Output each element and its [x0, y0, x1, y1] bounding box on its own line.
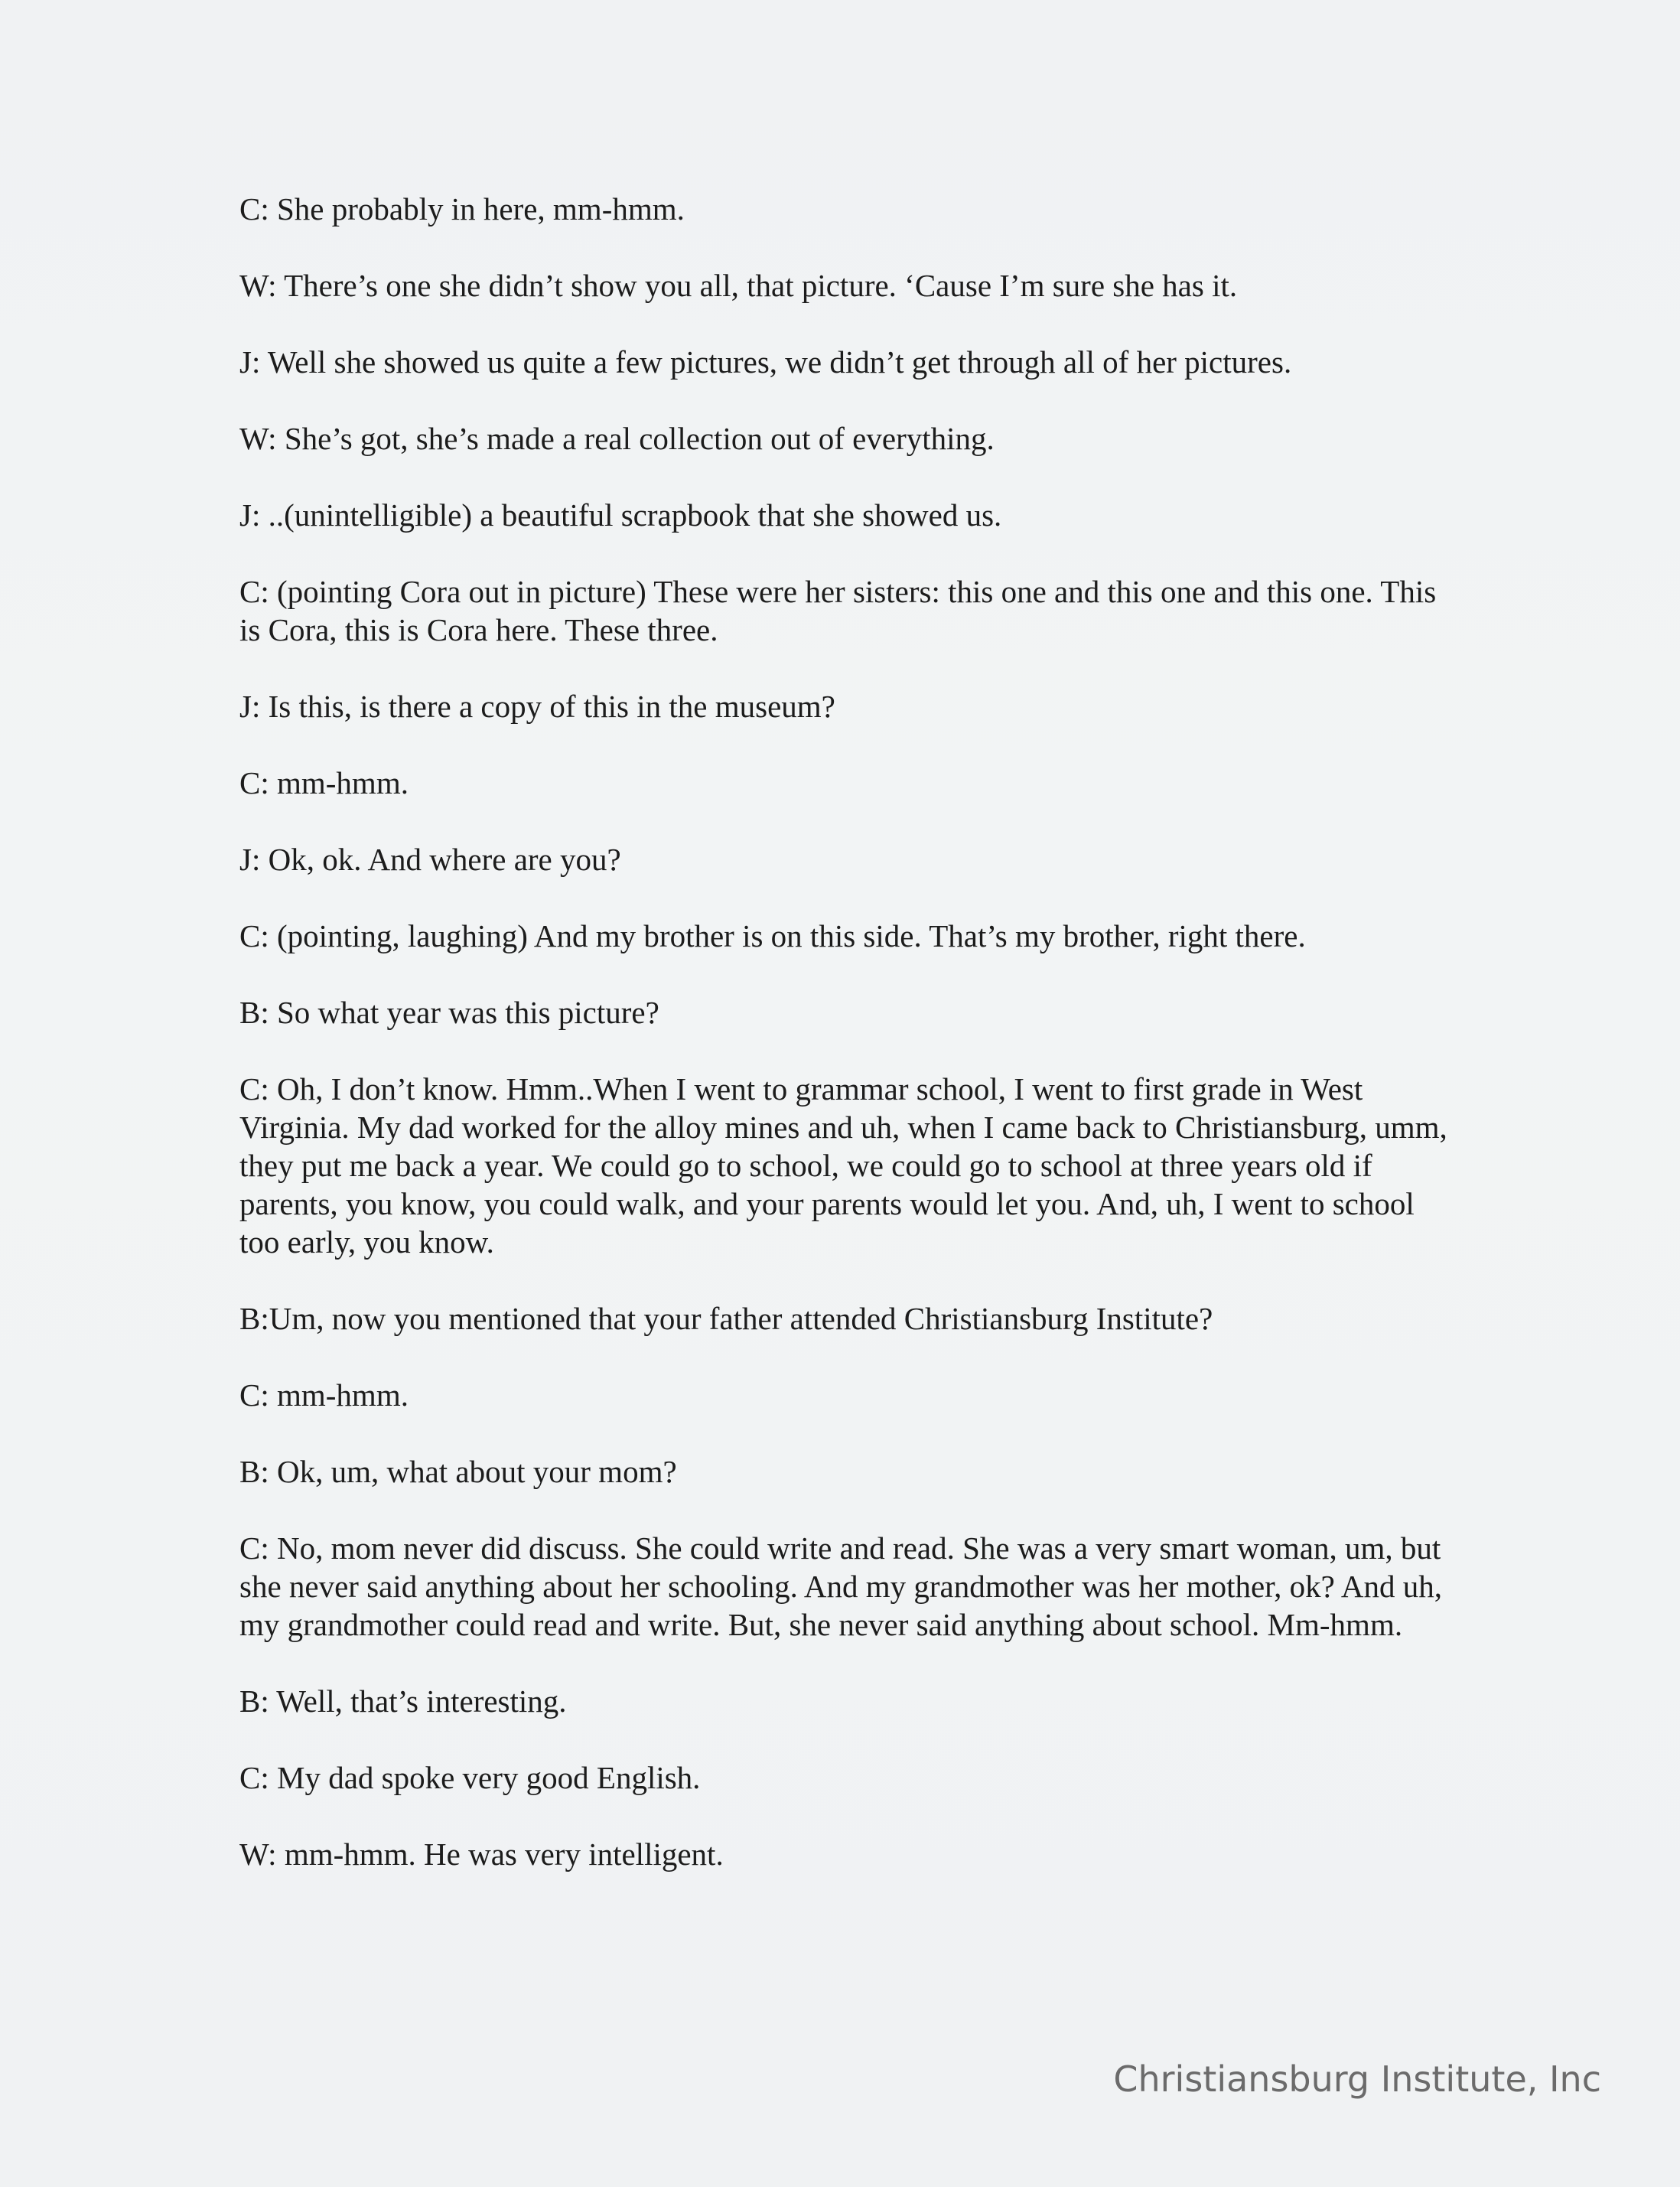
watermark-text: Christiansburg Institute, Inc — [1113, 2058, 1601, 2100]
transcript-line: J: Is this, is there a copy of this in the museum? — [239, 689, 835, 724]
transcript-line: J: Well she showed us quite a few pictures, we didn’t get through all of her pictures. — [239, 344, 1292, 380]
interview-transcript — [239, 190, 1448, 1912]
transcript-line: B:Um, now you mentioned that your father attended Christiansburg Institute? — [239, 1301, 1213, 1336]
transcript-line: B: Ok, um, what about your mom? — [239, 1454, 677, 1489]
transcript-line: C: Oh, I don’t know. Hmm..When I went to grammar school, I went to first grade in West Virginia. My dad worked for the alloy mines and uh, when I came back to Christiansburg, umm, they put me back a year. We could go to school, we could go to school at three years old if parents, you know, you could walk, and your parents would let you. And, uh, I went to school too early, you know. — [239, 1071, 1447, 1260]
transcript-line: C: She probably in here, mm-hmm. — [239, 191, 685, 227]
transcript-line: C: (pointing Cora out in picture) These were her sisters: this one and this one and this one. This is Cora, this is Cora here. These three. — [239, 574, 1437, 647]
transcript-line: C: mm-hmm. — [239, 1377, 409, 1413]
transcript-line: B: Well, that’s interesting. — [239, 1683, 567, 1719]
transcript-line: J: ..(unintelligible) a beautiful scrapbook that she showed us. — [239, 497, 1002, 533]
transcript-line: W: There’s one she didn’t show you all, that picture. ‘Cause I’m sure she has it. — [239, 268, 1238, 303]
transcript-line: C: mm-hmm. — [239, 765, 409, 800]
transcript-line: B: So what year was this picture? — [239, 995, 659, 1030]
transcript-line: C: No, mom never did discuss. She could write and read. She was a very smart woman, um, but she never said anything about her schooling. And my grandmother was her mother, ok? And uh, my grandmother could read and write. But, she never said anything about school. Mm-hmm. — [239, 1530, 1442, 1642]
transcript-line: C: (pointing, laughing) And my brother is on this side. That’s my brother, right there. — [239, 918, 1306, 953]
transcript-line: C: My dad spoke very good English. — [239, 1760, 701, 1795]
transcript-line: W: mm-hmm. He was very intelligent. — [239, 1837, 724, 1872]
transcript-line: J: Ok, ok. And where are you? — [239, 842, 621, 877]
transcript-line: W: She’s got, she’s made a real collection out of everything. — [239, 421, 995, 456]
